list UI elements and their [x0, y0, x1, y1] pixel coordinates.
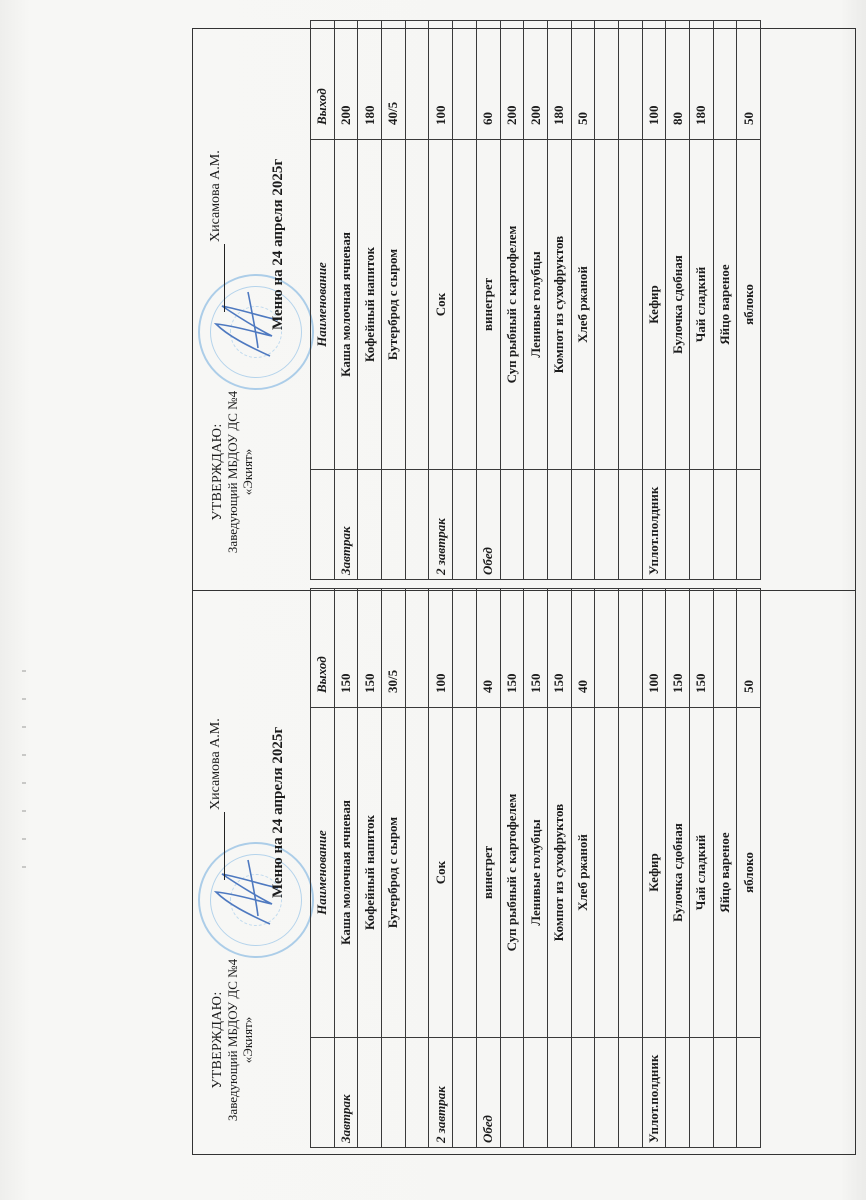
meal-cell	[618, 470, 642, 580]
dish-cell: Булочка сдобная	[666, 708, 690, 1038]
table-row	[618, 21, 642, 580]
table-row	[642, 589, 666, 1148]
qty-cell: 180	[690, 21, 714, 140]
table-row	[429, 589, 453, 1148]
table-row	[642, 21, 666, 580]
qty-cell: 150	[690, 589, 714, 708]
meal-cell	[500, 470, 524, 580]
qty-cell: 100	[429, 589, 453, 708]
dish-cell	[595, 708, 619, 1038]
meal-cell	[547, 1038, 571, 1148]
table-row	[547, 21, 571, 580]
meal-cell	[737, 470, 761, 580]
dish-cell	[618, 708, 642, 1038]
dish-cell: Компот из сухофруктов	[547, 708, 571, 1038]
menu-table	[310, 588, 761, 1148]
qty-cell: 60	[476, 21, 500, 140]
table-row	[358, 589, 382, 1148]
table-row	[547, 589, 571, 1148]
meal-cell: Обед	[476, 470, 500, 580]
meal-cell	[358, 470, 382, 580]
qty-cell: 100	[642, 21, 666, 140]
dish-cell	[453, 140, 477, 470]
meal-cell	[737, 1038, 761, 1148]
meal-cell: Уплот.полдник	[642, 1038, 666, 1148]
qty-cell	[453, 21, 477, 140]
meal-cell	[666, 470, 690, 580]
table-row	[476, 589, 500, 1148]
dish-cell: Яйцо вареное	[713, 140, 737, 470]
meal-cell	[713, 470, 737, 580]
dish-cell: Хлеб ржаной	[571, 140, 595, 470]
col-dish-header: Наименование	[311, 708, 335, 1038]
dish-cell: Ленивые голубцы	[524, 140, 548, 470]
col-qty-header: Выход	[311, 21, 335, 140]
table-row	[358, 21, 382, 580]
dish-cell: Бутерброд с сыром	[382, 708, 406, 1038]
table-row	[382, 21, 406, 580]
approval-line-1: УТВЕРЖДАЮ:	[210, 423, 225, 521]
meal-cell: Обед	[476, 1038, 500, 1148]
table-row	[618, 589, 642, 1148]
dish-cell	[405, 708, 429, 1038]
meal-cell	[595, 1038, 619, 1148]
qty-cell: 200	[500, 21, 524, 140]
dish-cell: Чай сладкий	[690, 140, 714, 470]
qty-cell: 180	[547, 21, 571, 140]
signer-name: Хисамова А.М.	[208, 718, 223, 810]
dish-cell: винегрет	[476, 140, 500, 470]
dish-cell: Сок	[429, 708, 453, 1038]
qty-cell: 30/5	[382, 589, 406, 708]
qty-cell: 150	[666, 589, 690, 708]
dish-cell: Суп рыбный с картофелем	[500, 708, 524, 1038]
qty-cell	[618, 21, 642, 140]
table-row	[405, 21, 429, 580]
meal-cell	[405, 1038, 429, 1148]
meal-cell	[595, 470, 619, 580]
meal-cell	[358, 1038, 382, 1148]
meal-cell: Завтрак	[334, 1038, 358, 1148]
dish-cell: Кефир	[642, 708, 666, 1038]
dish-cell: Каша молочная ячневая	[334, 140, 358, 470]
qty-cell: 40	[476, 589, 500, 708]
dish-cell: винегрет	[476, 708, 500, 1038]
qty-cell: 200	[524, 21, 548, 140]
meal-cell	[666, 1038, 690, 1148]
meal-cell	[571, 470, 595, 580]
qty-cell: 100	[429, 21, 453, 140]
col-dish-header: Наименование	[311, 140, 335, 470]
qty-cell	[595, 21, 619, 140]
approval-line-3: «Экият»	[240, 1016, 255, 1064]
table-row	[666, 589, 690, 1148]
dish-cell: Ленивые голубцы	[524, 708, 548, 1038]
dish-cell: Яйцо вареное	[713, 708, 737, 1038]
menu-panel-bottom	[206, 588, 846, 1148]
qty-cell: 80	[666, 21, 690, 140]
qty-cell: 150	[500, 589, 524, 708]
meal-cell	[571, 1038, 595, 1148]
meal-cell	[690, 1038, 714, 1148]
qty-cell	[618, 589, 642, 708]
dish-cell	[453, 708, 477, 1038]
dish-cell	[618, 140, 642, 470]
qty-cell: 50	[737, 21, 761, 140]
dish-cell	[405, 140, 429, 470]
qty-cell	[405, 21, 429, 140]
meal-cell	[524, 470, 548, 580]
meal-cell	[500, 1038, 524, 1148]
meal-cell	[405, 470, 429, 580]
table-row	[595, 21, 619, 580]
dish-cell: Чай сладкий	[690, 708, 714, 1038]
qty-cell: 100	[642, 589, 666, 708]
dish-cell: Кофейный напиток	[358, 140, 382, 470]
approval-header	[206, 588, 308, 1148]
table-row	[690, 589, 714, 1148]
approval-header	[206, 20, 308, 580]
menu-panel-top	[206, 20, 846, 580]
meal-cell: 2 завтрак	[429, 1038, 453, 1148]
dish-cell: яблоко	[737, 708, 761, 1038]
signer-name: Хисамова А.М.	[208, 150, 223, 242]
menu-title: Меню на 24 апреля 2025г	[270, 726, 286, 898]
table-row	[476, 21, 500, 580]
table-header-row	[311, 589, 335, 1148]
dish-cell: Булочка сдобная	[666, 140, 690, 470]
signature-line	[224, 812, 225, 880]
meal-cell: 2 завтрак	[429, 470, 453, 580]
table-row	[713, 589, 737, 1148]
meal-cell	[382, 470, 406, 580]
table-row	[737, 589, 761, 1148]
approval-line-3: «Экият»	[240, 448, 255, 496]
table-row	[713, 21, 737, 580]
menu-title: Меню на 24 апреля 2025г	[270, 158, 286, 330]
qty-cell: 150	[334, 589, 358, 708]
signature-line	[224, 244, 225, 312]
meal-cell	[453, 1038, 477, 1148]
dish-cell	[595, 140, 619, 470]
table-row	[571, 21, 595, 580]
qty-cell: 50	[571, 21, 595, 140]
table-row	[500, 21, 524, 580]
approval-block	[210, 372, 255, 572]
qty-cell: 200	[334, 21, 358, 140]
table-row	[334, 21, 358, 580]
qty-cell: 150	[524, 589, 548, 708]
table-row	[382, 589, 406, 1148]
menu-table	[310, 20, 761, 580]
dish-cell: Кефир	[642, 140, 666, 470]
qty-cell	[405, 589, 429, 708]
meal-cell: Завтрак	[334, 470, 358, 580]
qty-cell: 150	[547, 589, 571, 708]
table-row	[524, 21, 548, 580]
col-meal-header	[311, 470, 335, 580]
qty-cell	[713, 589, 737, 708]
table-row	[334, 589, 358, 1148]
qty-cell: 40	[571, 589, 595, 708]
qty-cell: 150	[358, 589, 382, 708]
meal-cell	[453, 470, 477, 580]
meal-cell	[713, 1038, 737, 1148]
dish-cell: Кофейный напиток	[358, 708, 382, 1038]
table-row	[500, 589, 524, 1148]
table-row	[737, 21, 761, 580]
col-qty-header: Выход	[311, 589, 335, 708]
approval-line-2: Заведующий МБДОУ ДС №4	[225, 958, 240, 1122]
qty-cell	[595, 589, 619, 708]
approval-line-1: УТВЕРЖДАЮ:	[210, 991, 225, 1089]
table-header-row	[311, 21, 335, 580]
dish-cell: Хлеб ржаной	[571, 708, 595, 1038]
table-row	[453, 589, 477, 1148]
meal-cell	[618, 1038, 642, 1148]
meal-cell	[382, 1038, 406, 1148]
table-row	[666, 21, 690, 580]
qty-cell	[453, 589, 477, 708]
dish-cell: Сок	[429, 140, 453, 470]
approval-block	[210, 940, 255, 1140]
approval-line-2: Заведующий МБДОУ ДС №4	[225, 390, 240, 554]
dish-cell: Каша молочная ячневая	[334, 708, 358, 1038]
table-row	[429, 21, 453, 580]
meal-cell	[547, 470, 571, 580]
table-row	[453, 21, 477, 580]
table-row	[595, 589, 619, 1148]
dish-cell: Бутерброд с сыром	[382, 140, 406, 470]
dish-cell: Компот из сухофруктов	[547, 140, 571, 470]
dish-cell: яблоко	[737, 140, 761, 470]
meal-cell: Уплот.полдник	[642, 470, 666, 580]
table-row	[690, 21, 714, 580]
col-meal-header	[311, 1038, 335, 1148]
qty-cell	[713, 21, 737, 140]
table-row	[571, 589, 595, 1148]
qty-cell: 180	[358, 21, 382, 140]
dish-cell: Суп рыбный с картофелем	[500, 140, 524, 470]
table-row	[405, 589, 429, 1148]
scan-artifact-dots	[22, 670, 26, 890]
qty-cell: 50	[737, 589, 761, 708]
meal-cell	[690, 470, 714, 580]
qty-cell: 40/5	[382, 21, 406, 140]
table-row	[524, 589, 548, 1148]
meal-cell	[524, 1038, 548, 1148]
